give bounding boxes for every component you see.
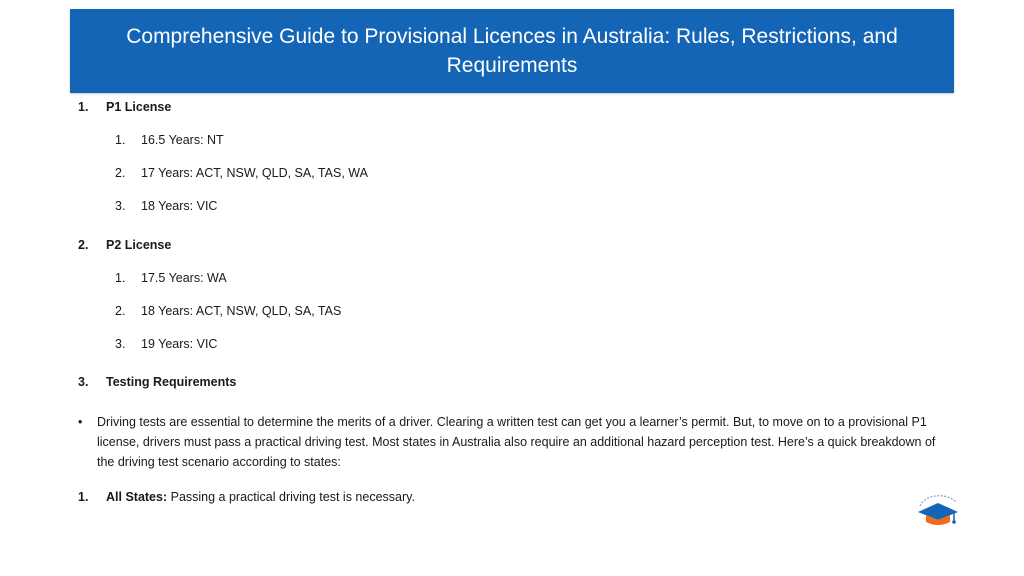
list-item (115, 199, 217, 213)
item-number: 3. (115, 199, 126, 213)
graduation-cap-logo-icon (914, 492, 962, 528)
item-content (106, 490, 415, 504)
item-label: All States: (106, 490, 168, 504)
section-number: 3. (78, 375, 89, 389)
item-text: 16.5 Years: NT (141, 133, 224, 147)
bullet-icon: • (78, 415, 83, 429)
item-number: 2. (115, 304, 126, 318)
list-item (115, 337, 217, 351)
section-testing-requirements (78, 375, 236, 389)
section-p2-license (78, 238, 171, 252)
item-number: 2. (115, 166, 126, 180)
item-text: 17 Years: ACT, NSW, QLD, SA, TAS, WA (141, 166, 368, 180)
item-text: 17.5 Years: WA (141, 271, 227, 285)
item-text: 18 Years: ACT, NSW, QLD, SA, TAS (141, 304, 342, 318)
bullet-paragraph (78, 412, 948, 472)
section-number: 2. (78, 238, 89, 252)
list-item (115, 271, 227, 285)
paragraph-text: Driving tests are essential to determine the merits of a driver. Clearing a written test can get you a learner’s permit. But, to move on to a provisional P1 license, drivers must pass a practical driving test. Most states in Australia also require an additional hazard perception test. Here’s a quick breakdown of the driving test scenario according to states: (97, 415, 936, 469)
item-number: 1. (115, 133, 126, 147)
list-item (115, 166, 368, 180)
title-banner (70, 9, 954, 93)
item-number: 1. (115, 271, 126, 285)
section-title: P2 License (106, 238, 172, 252)
item-number: 3. (115, 337, 126, 351)
page-title: Comprehensive Guide to Provisional Licences in Australia: Rules, Restrictions, and Requirements (126, 25, 898, 77)
list-item (115, 304, 341, 318)
item-text: Passing a practical driving test is necessary. (167, 490, 415, 504)
list-item (115, 133, 224, 147)
all-states-item (78, 490, 415, 504)
section-title: Testing Requirements (106, 375, 237, 389)
item-text: 19 Years: VIC (141, 337, 218, 351)
section-p1-license (78, 100, 171, 114)
item-text: 18 Years: VIC (141, 199, 218, 213)
section-title: P1 License (106, 100, 172, 114)
item-number: 1. (78, 490, 89, 504)
section-number: 1. (78, 100, 89, 114)
